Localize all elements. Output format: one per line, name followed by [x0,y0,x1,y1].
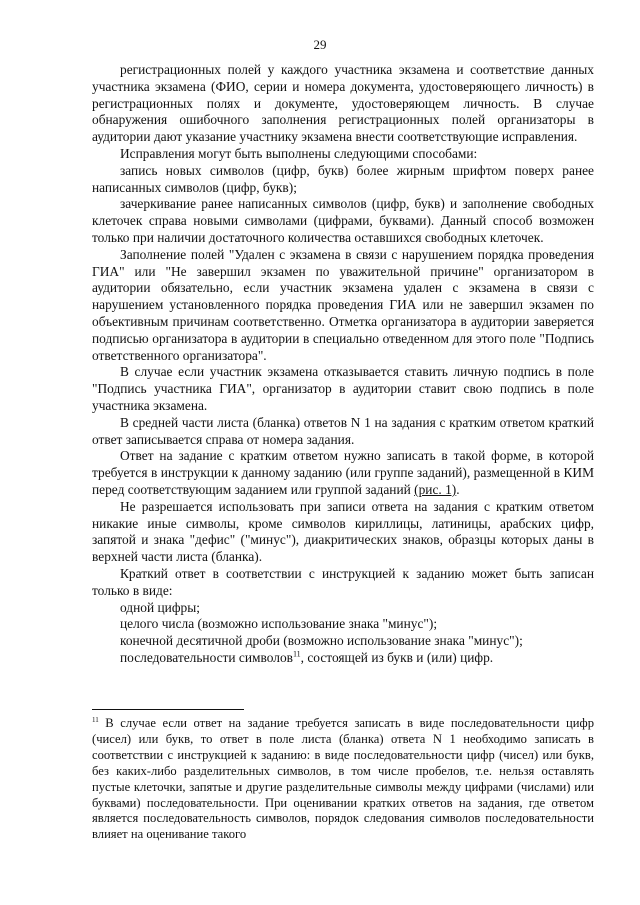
paragraph-registration-check: регистрационных полей у каждого участника экзамена и соответствие данных участника экзамена (ФИО, серии и номера документа, удостоверяющего личность) в регистрационных полях и документе, удостоверяющем личность. В случае обнаружения ошибочного заполнения регистрационных полей организаторы в аудитории дают указание участнику экзамена внести соответствующие исправления. [92,62,594,145]
paragraph-answer-form [92,448,594,498]
paragraph-short-answer-position: В средней части листа (бланка) ответов N 1 на задания с кратким ответом краткий ответ записывается справа от номера задания. [92,414,594,447]
paragraph-removed-fields: Заполнение полей "Удален с экзамена в связи с нарушением порядка проведения ГИА" или "Не завершил экзамен по уважительной причине" организатором в аудитории обязательно, если участник экзамена удален с экзамена в связи с нарушением установленного порядка проведения ГИА или не завершил экзамен по объективным причинам соответственно. Отметка организатора в аудитории заверяется подписью организатора в аудитории в специально отведенном для этого поле "Подпись ответственного организатора". [92,246,594,363]
footnote-text: В случае если ответ на задание требуется записать в виде последовательности цифр (чисел) или букв, то ответ в поле листа (бланка) ответа N 1 необходимо записать в соответствии с инструкцией к заданию: в виде последовательности цифр (чисел) или букв, без каких-либо разделительных символов, в том числе пробелов, т.е. нельзя оставлять пустые клеточки, запятые и другие разделительные символы между цифрами (числами) или буквами) последовательности. При оценивании кратких ответов на задания, где ответом является последовательность символов, порядок следования символов последовательности влияет на оценивание такого [92,716,594,842]
list-item-single-digit: одной цифры; [120,599,200,615]
footnote-divider [92,709,244,710]
paragraph-correction-method-strike: зачеркивание ранее написанных символов (цифр, букв) и заполнение свободных клеточек справа новыми символами (цифрами, буквами). Данный способ возможен только при наличии достаточного количества оставшихся свободных клеточек. [92,196,594,245]
paragraph-allowed-symbols: Не разрешается использовать при записи ответа на задания с кратким ответом никакие иные символы, кроме символов кириллицы, латиницы, арабских цифр, запятой и знака "дефис" ("минус"), диакритических знаков, образцы которых даны в верхней части листа (бланка). [92,498,594,565]
answer-form-text-end: . [456,481,460,497]
list-item-integer: целого числа (возможно использование знака "минус"); [120,616,438,632]
paragraph-answer-formats-intro: Краткий ответ в соответствии с инструкцией к заданию может быть записан только в виде: [92,565,594,598]
list-item-decimal: конечной десятичной дроби (возможно использование знака "минус"); [120,633,523,649]
paragraph-corrections-intro: Исправления могут быть выполнены следующими способами: [120,145,478,161]
answer-form-text: Ответ на задание с кратким ответом нужно записать в такой форме, в которой требуется в инструкции к данному заданию (или группе заданий), размещенной в КИМ перед соответствующим заданием или группой заданий [92,448,594,497]
body-text [92,62,594,667]
sequence-text-end: , состоящей из букв и (или) цифр. [300,649,494,665]
paragraph-signature-refusal: В случае если участник экзамена отказывается ставить личную подпись в поле "Подпись участника ГИА", организатор в аудитории ставит свою подпись в поле участника экзамена. [92,364,594,413]
paragraph-correction-method-bold: запись новых символов (цифр, букв) более жирным шрифтом поверх ранее написанных символов (цифр, букв); [92,162,594,195]
page-number: 29 [313,37,327,52]
figure-1-link[interactable]: (рис. 1) [414,481,457,497]
sequence-text: последовательности символов [120,649,293,665]
list-item-sequence [92,650,594,667]
footnote-reference: 11 [292,649,301,659]
footnote-marker: 11 [92,715,99,724]
footnote [92,716,594,843]
